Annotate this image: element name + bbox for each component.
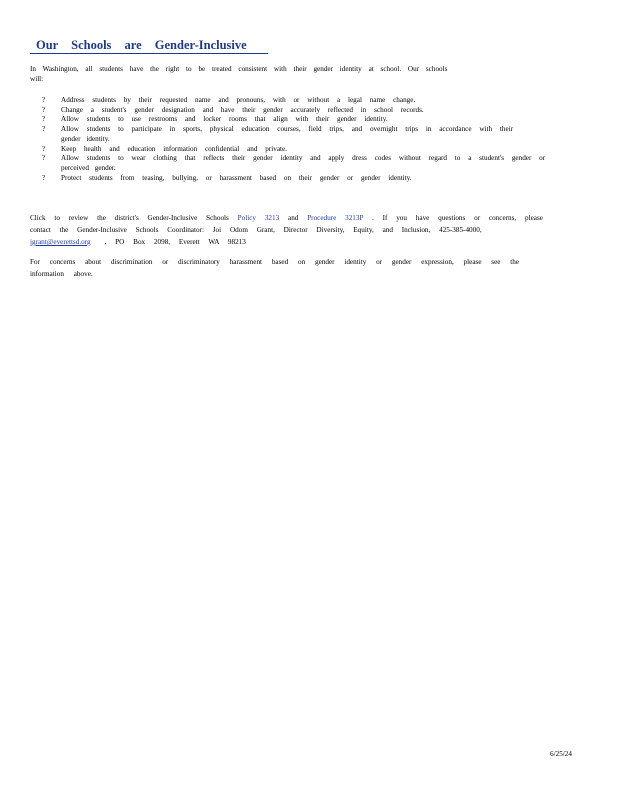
review-text: Click to review the district's Gender-Inclusive Schools bbox=[30, 214, 229, 222]
intro-line-1: In Washington, all students have the right to be treated consistent with their gender identity at school. Our schools bbox=[30, 65, 448, 73]
list-item bbox=[30, 115, 590, 125]
list-item bbox=[30, 106, 590, 116]
title-underline bbox=[30, 53, 268, 54]
mailing-address: , PO Box 2098, Everett WA 98213 bbox=[104, 238, 246, 246]
bullet-marker: ? bbox=[42, 125, 46, 134]
procedure-3213p-link[interactable]: Procedure 3213P bbox=[307, 214, 364, 222]
list-item-text: Keep health and education information confidential and private. bbox=[61, 144, 288, 153]
policy-review-paragraph bbox=[30, 212, 543, 248]
list-item-text: Change a student's gender designation and have their gender accurately reflected in school records. bbox=[61, 105, 424, 114]
review-and-text: and bbox=[288, 214, 299, 222]
list-item-text: Allow students to wear clothing that reflects their gender identity and apply dress codes without regard to a student's gender or bbox=[61, 154, 546, 163]
concerns-line-2: information above. bbox=[30, 270, 93, 278]
list-item-text: Address students by their requested name and pronouns, with or without a legal name change. bbox=[61, 96, 416, 104]
policy-3213-link[interactable]: Policy 3213 bbox=[237, 214, 280, 222]
bullet-marker: ? bbox=[42, 173, 46, 182]
bullet-marker: ? bbox=[42, 154, 46, 163]
page-title: Our Schools are Gender-Inclusive bbox=[36, 38, 247, 52]
list-item bbox=[30, 145, 590, 155]
footer-date: 6/25/24 bbox=[550, 750, 572, 758]
list-item-text: Allow students to participate in sports, physical education courses, field trips, and overnight trips in accordance with their bbox=[61, 125, 514, 134]
review-line-3 bbox=[30, 236, 543, 248]
list-item bbox=[30, 154, 590, 173]
concerns-line-1: For concerns about discrimination or discriminatory harassment based on gender identity or gender expression, please see the bbox=[30, 258, 520, 266]
concerns-paragraph bbox=[30, 256, 519, 280]
review-questions-text: . If you have questions or concerns, please bbox=[372, 214, 543, 222]
coordinator-email-link[interactable]: jgrant@everettsd.org bbox=[30, 238, 91, 246]
list-item-text: Allow students to use restrooms and locker rooms that align with their gender identity. bbox=[61, 115, 388, 124]
list-item bbox=[30, 174, 590, 184]
list-item bbox=[30, 125, 590, 144]
bullet-marker: ? bbox=[42, 96, 46, 104]
bullet-marker: ? bbox=[42, 144, 46, 153]
rights-list bbox=[30, 96, 590, 183]
intro-paragraph bbox=[30, 64, 447, 84]
list-item bbox=[30, 96, 590, 106]
list-item-text: Protect students from teasing, bullying, or harassment based on their gender or gender identity. bbox=[61, 173, 412, 182]
review-line-2: contact the Gender-Inclusive Schools Coordinator: Joi Odom Grant, Director Diversity, Equity, and Inclusion, 425-385-4000, bbox=[30, 226, 482, 234]
list-item-continuation: gender identity. bbox=[61, 134, 110, 143]
list-item-continuation: perceived gender. bbox=[61, 163, 116, 172]
bullet-marker: ? bbox=[42, 105, 46, 114]
bullet-marker: ? bbox=[42, 115, 46, 124]
review-line-1 bbox=[30, 212, 543, 224]
intro-line-2: will: bbox=[30, 75, 44, 83]
